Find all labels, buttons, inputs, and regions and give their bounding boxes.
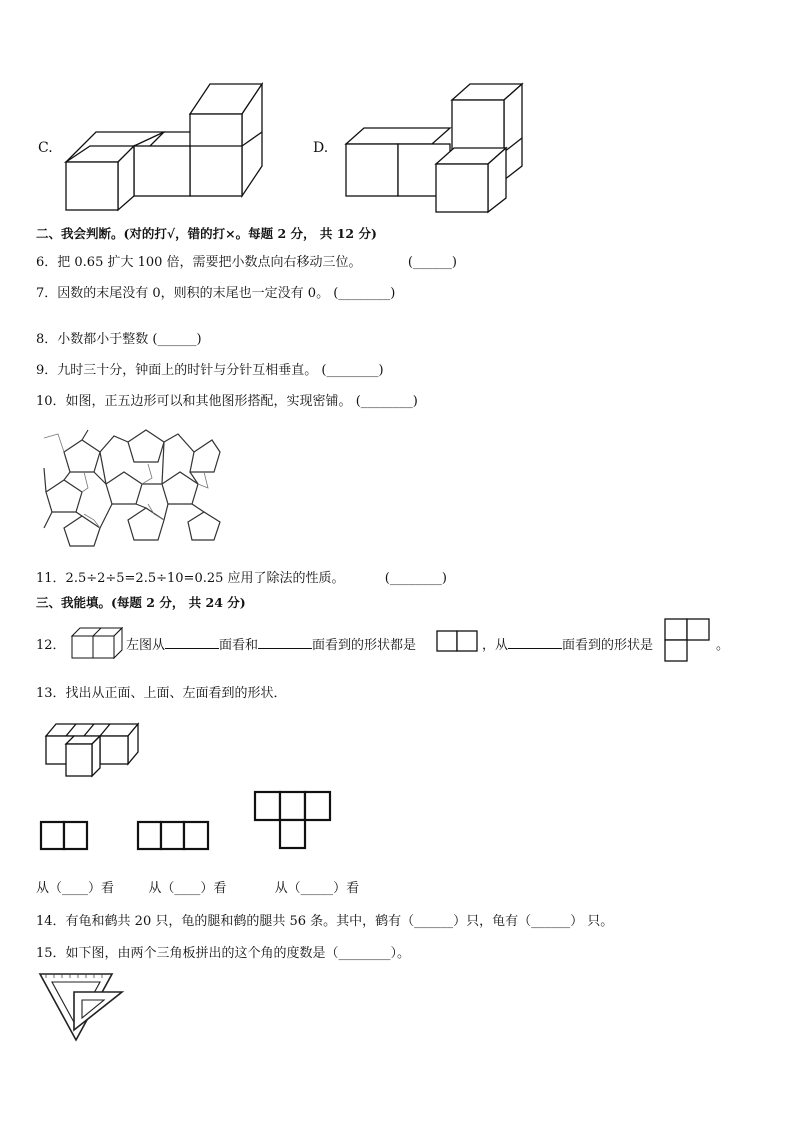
question-11-answer-blank[interactable]: (________) [384, 571, 447, 586]
option-d-cube-figure [340, 80, 530, 215]
option-c-label: C. [38, 140, 53, 156]
view-answer-2-blank[interactable]: ____ [174, 881, 201, 896]
question-9 [36, 359, 384, 378]
option-d-label: D. [313, 140, 329, 156]
question-8-text: 8．小数都小于整数 [36, 332, 153, 347]
question-15-text: 15．如下图，由两个三角板拼出的这个角的度数是（________）。 [36, 946, 411, 961]
question-12-sentence [126, 634, 416, 653]
question-13-view-shape-2 [137, 820, 211, 852]
section-3-title: 三、我能填。(每题 2 分， 共 24 分) [36, 595, 246, 610]
question-9-text: 9．九时三十分，钟面上的时针与分针互相垂直。 [36, 363, 318, 378]
question-12-part3: 面看到的形状都是 [312, 638, 417, 653]
question-11-text: 11．2.5÷2÷5=2.5÷10=0.25 应用了除法的性质。 [36, 571, 345, 586]
option-c-cube-figure [60, 80, 270, 205]
question-13-view-shape-1 [40, 820, 90, 852]
question-8 [36, 328, 202, 347]
view-answer-2: 从（____）看 [148, 881, 227, 896]
question-10-text: 10．如图，正五边形可以和其他图形搭配，实现密铺。 [36, 394, 352, 409]
question-12 [36, 634, 66, 664]
question-13-cube-figure [44, 720, 144, 780]
question-12-number: 12． [36, 638, 66, 653]
question-12-part4: ，从 [482, 638, 509, 653]
question-8-answer-blank[interactable]: (______) [152, 332, 202, 347]
question-13-view-shape-3 [254, 790, 332, 852]
question-11 [36, 567, 447, 586]
question-12-sentence-2 [482, 634, 653, 653]
view-answer-1: 从（____）看 [36, 881, 115, 896]
question-12-blank-3[interactable] [508, 636, 562, 649]
question-7 [36, 282, 395, 301]
question-12-part2: 面看和 [219, 638, 259, 653]
question-7-text: 7．因数的末尾没有 0，则积的末尾也一定没有 0。 [36, 286, 330, 301]
question-14-text: 14．有龟和鹤共 20 只，龟的腿和鹤的腿共 56 条。其中，鹤有（______）只，龟有（______） 只。 [36, 914, 614, 929]
question-12-part1: 左图从 [126, 638, 166, 653]
section-2-title: 二、我会判断。(对的打√，错的打×。每题 2 分， 共 12 分) [36, 226, 377, 241]
question-9-answer-blank[interactable]: (________) [321, 363, 384, 378]
question-12-l-shape [664, 618, 712, 664]
view-answer-3: 从（_____）看 [274, 881, 360, 896]
pentagon-tessellation-figure [44, 428, 219, 546]
question-13-answers [36, 877, 359, 896]
triangle-rulers-figure [36, 970, 128, 1044]
question-10 [36, 390, 418, 409]
question-12-cube-figure [70, 624, 126, 660]
question-12-part5: 面看到的形状是 [562, 638, 654, 653]
view-answer-1-blank[interactable]: ____ [62, 881, 89, 896]
view-answer-3-blank[interactable]: _____ [300, 881, 334, 896]
question-12-blank-1[interactable] [165, 636, 219, 649]
question-12-two-square-shape [436, 630, 480, 654]
question-6 [36, 251, 457, 270]
question-12-period: 。 [716, 638, 730, 653]
question-7-answer-blank[interactable]: (________) [333, 286, 396, 301]
question-12-blank-2[interactable] [258, 636, 312, 649]
question-6-answer-blank[interactable]: (______) [407, 255, 457, 270]
question-10-answer-blank[interactable]: (________) [355, 394, 418, 409]
question-6-text: 6．把 0.65 扩大 100 倍，需要把小数点向右移动三位。 [36, 255, 362, 270]
question-13-text: 13．找出从正面、上面、左面看到的形状． [36, 686, 287, 701]
